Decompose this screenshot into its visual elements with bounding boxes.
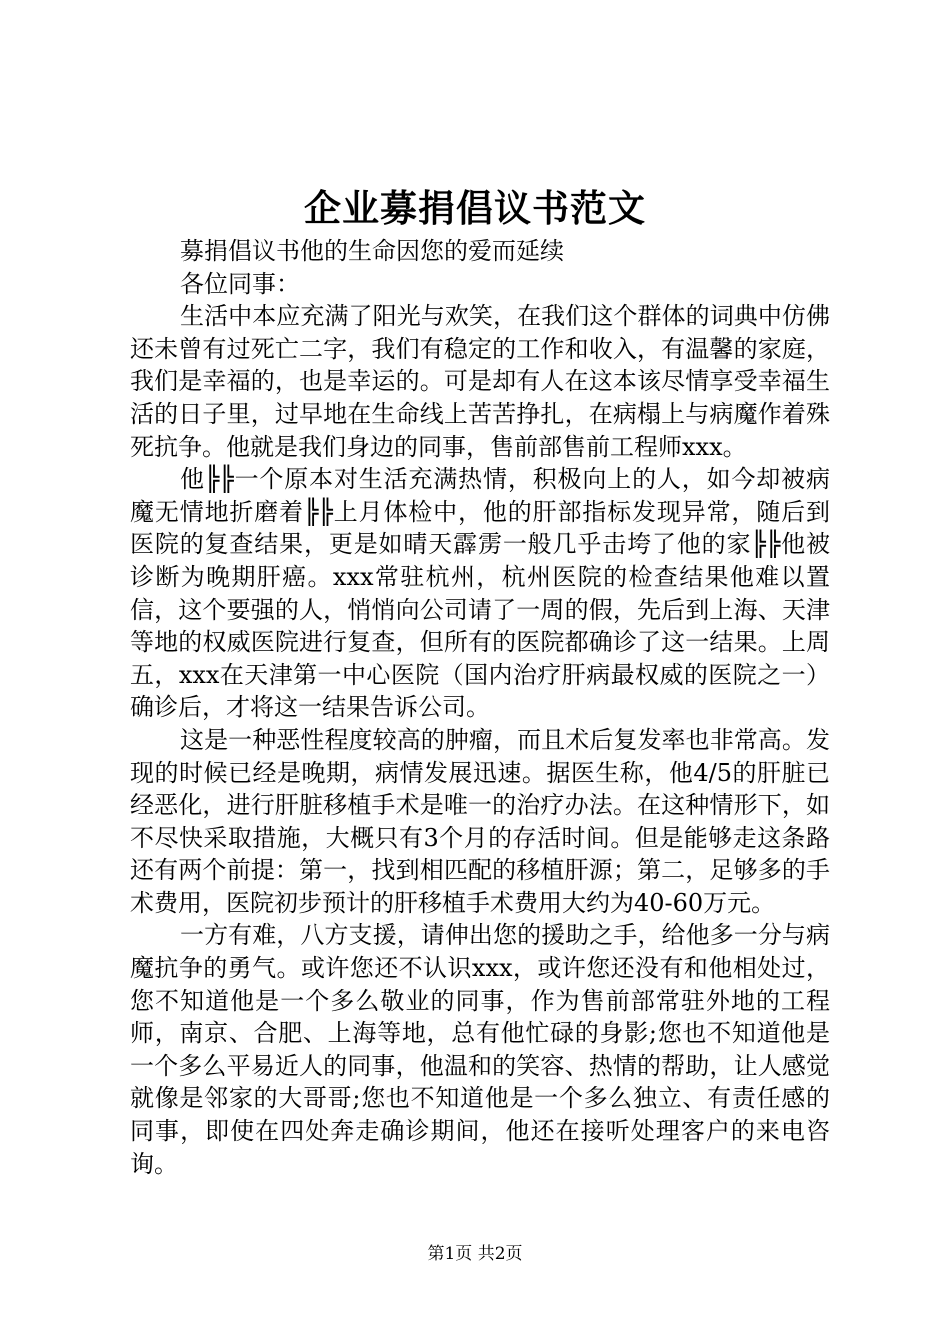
paragraph-4: 一方有难，八方支援，请伸出您的援助之手，给他多一分与病魔抗争的勇气。或许您还不认识xxx，或许您还没有和他相处过，您不知道他是一个多么敬业的同事，作为售前部常驻外地的工程师，南京、合肥、上海等地，总有他忙碌的身影;您也不知道他是一个多么平易近人的同事，他温和的笑容、热情的帮助，让人感觉就像是邻家的大哥哥;您也不知道他是一个多么独立、有责任感的同事，即使在四处奔走确诊期间，他还在接听处理客户的来电咨询。 <box>130 921 830 1178</box>
document-title: 企业募捐倡议书范文 <box>304 186 646 230</box>
paragraph-2: 他╠╠一个原本对生活充满热情，积极向上的人，如今却被病魔无情地折磨着╠╠上月体检中，他的肝部指标发现异常，随后到医院的复查结果，更是如晴天霹雳一般几乎击垮了他的家╠╠他被诊断为晚期肝癌。xxx常驻杭州，杭州医院的检查结果他难以置信，这个要强的人，悄悄向公司请了一周的假，先后到上海、天津等地的权威医院进行复查，但所有的医院都确诊了这一结果。上周五，xxx在天津第一中心医院（国内治疗肝病最权威的医院之一）确诊后，才将这一结果告诉公司。 <box>130 465 830 722</box>
document-body <box>130 235 830 1180</box>
paragraph-salutation: 各位同事： <box>180 269 300 298</box>
paragraph-1: 生活中本应充满了阳光与欢笑，在我们这个群体的词典中仿佛还未曾有过死亡二字，我们有稳定的工作和收入，有温馨的家庭，我们是幸福的，也是幸运的。可是却有人在这本该尽情享受幸福生活的日子里，过早地在生命线上苦苦挣扎，在病榻上与病魔作着殊死抗争。他就是我们身边的同事，售前部售前工程师xxx。 <box>130 302 830 461</box>
paragraph-subtitle: 募捐倡议书他的生命因您的爱而延续 <box>180 237 564 265</box>
page-footer: 第1页 共2页 <box>427 1244 523 1264</box>
paragraph-3: 这是一种恶性程度较高的肿瘤，而且术后复发率也非常高。发现的时候已经是晚期，病情发展迅速。据医生称，他4/5的肝脏已经恶化，进行肝脏移植手术是唯一的治疗办法。在这种情形下，如不尽快采取措施，大概只有3个月的存活时间。但是能够走这条路还有两个前提：第一，找到相匹配的移植肝源；第二，足够多的手术费用，医院初步预计的肝移植手术费用大约为40-60万元。 <box>130 725 830 917</box>
